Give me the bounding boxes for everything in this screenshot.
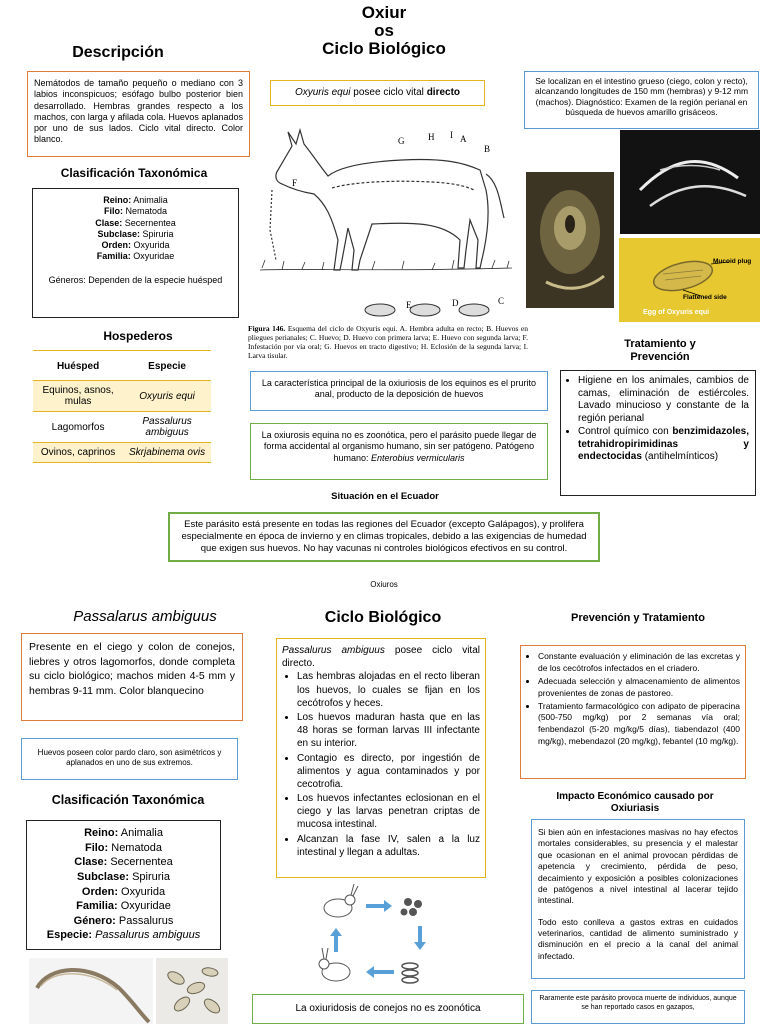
treatment-list [563, 375, 749, 464]
list-item: • Alcanzan la fase IV, salen a la luz intestinal y llegan a adultas. [297, 833, 480, 859]
taxonomy-row [31, 885, 216, 900]
taxonomy-row [37, 195, 234, 206]
taxonomy-key: Reino: [103, 195, 132, 205]
zoonosis-text: La oxiurosis equina no es zoonótica, pero el parásito puede llegar de forma accidental al organismo humano, sin ser patógeno. Patógeno humano: [261, 430, 537, 463]
passalurus-eggs-photo [156, 958, 228, 1024]
prevention-list [523, 651, 740, 748]
taxonomy-value: Secernentea [110, 856, 173, 869]
passalurus-title [30, 608, 260, 625]
hosts-table [33, 350, 211, 463]
hosts-title: Hospederos [103, 329, 173, 343]
ecuador-text: Este parásito está presente en todas las regiones del Ecuador (excepto Galápagos), y prolifera especialmente en época de invierno y en climas tropicales, debido a las exigencias de humedad que exigen sus huevos. No hay vacunas ni controles biológicos efectivos en su control. [181, 519, 587, 554]
taxonomy-value: Passalurus [118, 914, 174, 927]
passalurus-worm-photo [29, 958, 153, 1024]
taxonomy-row [31, 826, 216, 841]
figure-label: H [428, 132, 435, 142]
figure-caption-text: Esquema del ciclo de Oxyuris equi. A. Hembra adulta en recto; B. Huevos en pliegues perianales; C. Huevo; D. Huevo con primera larva; E. Huevo con segunda larva; F. Infestación por vía oral; G. Huevos en tracto digestivo; H. Eclosión de la segunda larva; I. Larva tisular. [248, 324, 528, 360]
taxonomy-value: Oxyuridae [133, 251, 175, 262]
taxonomy-value: Secernentea [124, 217, 176, 228]
taxonomy-key: Clase: [74, 856, 108, 869]
figure-caption-bold: Figura 146. [248, 324, 286, 333]
list-item: • Adecuada selección y almacenamiento de alimentos provenientes de zonas de pastoreo. [538, 676, 740, 700]
taxonomy-row [31, 870, 216, 885]
passalurus-taxonomy-list [31, 826, 216, 928]
passalurus-taxonomy-box [26, 820, 221, 950]
mortality-box [531, 990, 745, 1024]
treatment-box [560, 370, 756, 496]
treatment-title: Tratamiento y Prevención [624, 338, 696, 363]
cycle-intro-species: Passalurus ambiguus [282, 645, 385, 656]
cycle-text: posee ciclo vital [350, 87, 427, 98]
hosts-row [33, 412, 211, 443]
taxonomy-row [31, 855, 216, 870]
taxonomy-row [37, 251, 234, 262]
list-item: • Los huevos infectantes eclosionan en el ciego y las larvas penetran criptas de mucosa intestinal. [297, 792, 480, 832]
hosts-species: Passalurus ambiguus [123, 412, 211, 443]
passalurus-zoonosis-text: La oxiuridosis de conejos no es zoonótica [295, 1003, 481, 1014]
taxonomy-key: Clase: [95, 217, 123, 228]
mortality-text: Raramente este parásito provoca muerte de individuos, aunque se han reportado casos en gazapos, [539, 995, 737, 1011]
treatment-item: • Higiene en los animales, cambios de camas, eliminación de estiércoles. Lavado minucioso y constante de la región perianal [578, 375, 749, 425]
hosts-header-species: Especie [123, 351, 211, 381]
taxonomy-key: Familia: [96, 251, 131, 262]
taxonomy-box [32, 188, 239, 318]
taxonomy-value: Nematoda [111, 841, 163, 854]
taxonomy-key: Orden: [101, 240, 131, 250]
figure-label: I [450, 130, 453, 140]
section-separator: Oxiuros [370, 580, 398, 589]
taxonomy-value: Nematoda [125, 206, 168, 217]
figure-label: A [460, 134, 467, 144]
taxonomy-key: Orden: [81, 885, 118, 898]
list-item: • Constante evaluación y eliminación de las excretas y de los cecótrofos infectados en el criadero. [538, 651, 740, 675]
taxonomy-value: Passalurus ambiguus [95, 929, 201, 942]
location-text: Se localizan en el intestino grueso (ciego, colon y recto), alcanzando longitudes de 150 mm (hembras) y 9-12 mm (machos). Diagnóstico: Examen de la región perianal en búsqueda de huevos amarillo grisáceos. [534, 76, 749, 118]
rabbit-cycle-diagram [314, 882, 446, 994]
taxonomy-value: Spiruria [142, 228, 174, 239]
economic-title: Impacto Económico causado por Oxiuriasis [556, 791, 714, 814]
page-title [284, 4, 484, 58]
taxonomy-key: Género: [73, 914, 116, 927]
passalurus-cycle-title: Ciclo Biológico [324, 609, 442, 626]
title-line-3: Ciclo Biológico [322, 39, 446, 58]
economic-box [531, 819, 745, 979]
hosts-host: Equinos, asnos, mulas [33, 381, 123, 412]
taxonomy-key: Filo: [103, 206, 123, 217]
figure-label: G [398, 136, 405, 146]
taxonomy-value: Oxyurida [133, 240, 170, 250]
taxonomy-key: Especie: [46, 929, 92, 942]
hosts-host: Ovinos, caprinos [33, 443, 123, 463]
list-item: • Los huevos maduran hasta que en las 48 horas se forman larvas III infectante en su interior. [297, 711, 480, 751]
treatment-item [578, 426, 749, 464]
economic-text-1: Si bien aún en infestaciones masivas no hay efectos mortales considerables, su presencia y el malestar que ocasionan en el animal provocan pérdidas de apetencia y crecimiento, pérdida de peso, decaimiento y exposición a posibles colonizaciones de patógenos a nivel intestinal al lacerar tejido intestinal. [538, 827, 738, 906]
figure-label: E [406, 300, 412, 310]
location-box [524, 71, 759, 129]
passalurus-title-text: Passalarus ambiguus [73, 608, 217, 625]
taxonomy-row [31, 914, 216, 929]
taxonomy-value: Oxyuridae [120, 900, 171, 913]
hosts-row [33, 443, 211, 463]
taxonomy-value: Spiruria [132, 870, 170, 883]
description-box [27, 71, 250, 157]
taxonomy-key: Subclase: [97, 228, 140, 239]
perianal-photo [526, 172, 614, 308]
economic-text-2: Todo esto conlleva a gastos extras en cuidados veterinarios, cantidad de alimento suministrado y disminución en el precio a la canal del animal infectado. [538, 916, 738, 961]
taxonomy-generos: Géneros: Dependen de la especie huésped [48, 274, 223, 285]
taxonomy-row [37, 229, 234, 240]
treatment-drugs: benzimidazoles, tetrahidropirimidinas y endectocidas [578, 426, 749, 462]
egg-label-caption: Egg of Oxyuris equi [643, 309, 710, 316]
worms-photo [620, 130, 760, 234]
taxonomy-key: Familia: [76, 900, 118, 913]
hosts-header-host: Huésped [33, 351, 123, 381]
zoonosis-box [250, 423, 548, 480]
taxonomy-key: Subclase: [77, 870, 129, 883]
figure-caption [248, 324, 528, 360]
list-item: • Las hembras alojadas en el recto liberan los huevos, lo cuales se fijan en los cecótrofos y heces. [297, 670, 480, 710]
cycle-intro [282, 644, 480, 670]
eggs-text: Huevos poseen color pardo claro, son asimétricos y aplanados en uno de sus extremos. [37, 748, 222, 767]
taxonomy-key: Reino: [84, 827, 119, 839]
cycle-intro-text: posee ciclo vital directo. [282, 645, 480, 670]
hosts-row [33, 381, 211, 412]
hosts-host: Lagomorfos [33, 412, 123, 443]
eggs-box [21, 738, 238, 780]
ecuador-box [168, 512, 600, 562]
egg-label-flat: Flattened side [683, 294, 727, 301]
taxonomy-key: Filo: [84, 841, 109, 854]
taxonomy-row [37, 218, 234, 229]
taxonomy-list [37, 195, 234, 263]
pruritus-text: La característica principal de la oxiuriosis de los equinos es el prurito anal, producto de la deposición de huevos [261, 378, 537, 400]
figure-label: B [484, 144, 491, 154]
taxonomy-title: Clasificación Taxonómica [60, 166, 208, 180]
pruritus-box [250, 371, 548, 411]
egg-photo [619, 238, 760, 322]
passalurus-description-text: Presente en el ciego y colon de conejos, liebres y otros lagomorfos, donde completa su ciclo biológico; machos miden 4-5 mm y hembras 9-11 mm. Color blanquecino [29, 641, 235, 698]
taxonomy-row [37, 206, 234, 217]
title-line-2: os [374, 21, 394, 40]
title-line-1: Oxiur [361, 3, 407, 22]
cycle-list [282, 670, 480, 859]
egg-label-mucoid: Mucoid plug [713, 258, 752, 265]
cycle-species: Oxyuris equi [294, 87, 351, 98]
treatment-item-text: (antihelmínticos) [641, 451, 719, 462]
figure-label: D [452, 298, 459, 308]
taxonomy-value: Oxyurida [121, 885, 166, 898]
passalurus-cycle-box [276, 638, 486, 878]
taxonomy-row [31, 841, 216, 856]
zoonosis-pathogen: Enterobius vermicularis [370, 452, 465, 463]
treatment-item-text: Control químico con [578, 426, 673, 437]
cycle-type: directo [426, 87, 461, 98]
cycle-type-box [270, 80, 485, 106]
description-text: Nemátodos de tamaño pequeño o mediano con 3 labios inconspicuos; esófago bulbo posterior bien desarrollado. Hembras grandes respecto a los machos, con larga y afilada cola. Huevos aplanados por uno de sus lados. Ciclo vital directo. Color blanco. [34, 78, 243, 145]
passalurus-zoonosis-box [252, 994, 524, 1024]
hosts-table-wrap [33, 350, 211, 463]
passalurus-taxonomy-title: Clasificación Taxonómica [51, 793, 205, 807]
taxonomy-value: Animalia [133, 195, 168, 205]
prevention-box [520, 645, 746, 779]
description-title: Descripción [72, 44, 164, 61]
taxonomy-row [31, 899, 216, 914]
taxonomy-row [37, 240, 234, 251]
horse-lifecycle-diagram [252, 110, 527, 320]
prevention-title: Prevención y Tratamiento [571, 612, 705, 624]
ecuador-title: Situación en el Ecuador [331, 491, 439, 502]
figure-label: F [292, 178, 298, 188]
taxonomy-value: Animalia [120, 827, 163, 839]
hosts-species: Oxyuris equi [123, 381, 211, 412]
list-item: • Contagio es directo, por ingestión de alimentos y agua contaminados y por cecotrofia. [297, 752, 480, 792]
hosts-species: Skrjabinema ovis [123, 443, 211, 463]
taxonomy-row [31, 928, 216, 943]
passalurus-description-box [21, 633, 243, 721]
figure-label: C [498, 296, 505, 306]
list-item: • Tratamiento farmacológico con adipato de piperacina (500-750 mg/kg) por 2 semanas vía oral; fenbendazol (5-20 mg/kg/5 días), tiabendazol (400 mg/kg), mebendazol (20 mg/kg), febantel (10 mg/kg). [538, 701, 740, 749]
